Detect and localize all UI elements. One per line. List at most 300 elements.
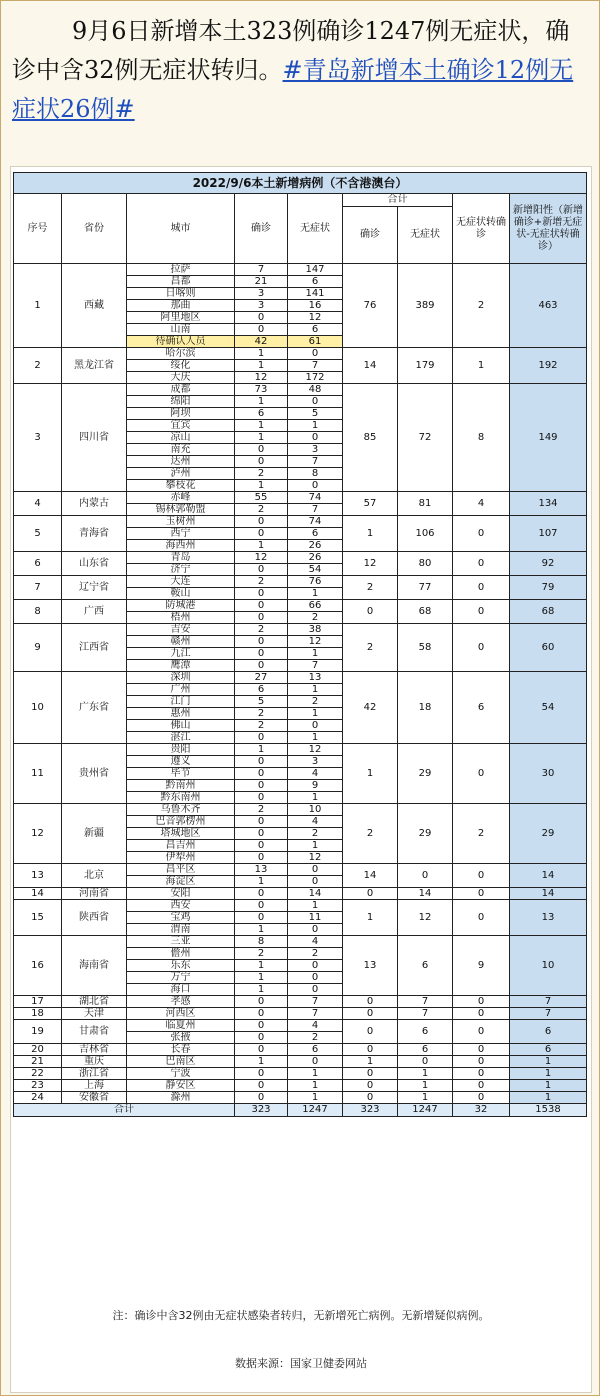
converted-cell: 0 [453, 1092, 510, 1104]
confirmed-cell: 0 [235, 828, 288, 840]
confirmed-cell: 2 [235, 624, 288, 636]
confirmed-cell: 3 [235, 288, 288, 300]
asymptomatic-cell: 1 [288, 900, 343, 912]
total-asymptomatic-cell: 7 [398, 1008, 453, 1020]
city-cell: 锡林郭勒盟 [127, 504, 235, 516]
converted-cell: 0 [453, 1044, 510, 1056]
city-cell: 绥化 [127, 360, 235, 372]
seq-cell: 15 [14, 900, 62, 936]
confirmed-cell: 1 [235, 396, 288, 408]
city-cell: 西宁 [127, 528, 235, 540]
city-cell: 三亚 [127, 936, 235, 948]
header-converted: 无症状转确诊 [453, 194, 510, 264]
city-cell: 塔城地区 [127, 828, 235, 840]
confirmed-cell: 73 [235, 384, 288, 396]
city-cell: 绵阳 [127, 396, 235, 408]
confirmed-cell: 1 [235, 984, 288, 996]
table-row [14, 516, 587, 528]
new-positive-cell: 1 [510, 1068, 587, 1080]
table-row [14, 576, 587, 588]
seq-cell: 12 [14, 804, 62, 864]
confirmed-cell: 0 [235, 780, 288, 792]
city-cell: 孝感 [127, 996, 235, 1008]
province-cell: 西藏 [62, 264, 127, 348]
table-row [14, 552, 587, 564]
asymptomatic-cell: 1 [288, 1068, 343, 1080]
table-row [14, 1008, 587, 1020]
total-confirmed-cell: 0 [343, 600, 398, 624]
province-cell: 北京 [62, 864, 127, 888]
asymptomatic-cell: 10 [288, 804, 343, 816]
converted-cell: 8 [453, 384, 510, 492]
asymptomatic-cell: 4 [288, 1020, 343, 1032]
confirmed-cell: 0 [235, 324, 288, 336]
city-cell: 伊犁州 [127, 852, 235, 864]
new-positive-cell: 107 [510, 516, 587, 552]
province-cell: 天津 [62, 1008, 127, 1020]
seq-cell: 20 [14, 1044, 62, 1056]
total-confirmed-cell: 2 [343, 576, 398, 600]
stats-table [13, 172, 587, 1117]
asymptomatic-cell: 1 [288, 1092, 343, 1104]
asymptomatic-cell: 6 [288, 324, 343, 336]
asymptomatic-cell: 16 [288, 300, 343, 312]
confirmed-cell: 0 [235, 636, 288, 648]
total-row [14, 1104, 587, 1117]
header-total-confirmed: 确诊 [343, 207, 398, 264]
province-cell: 广西 [62, 600, 127, 624]
total-asymptomatic-cell: 29 [398, 804, 453, 864]
table-row [14, 1068, 587, 1080]
asymptomatic-cell: 26 [288, 540, 343, 552]
confirmed-cell: 1 [235, 744, 288, 756]
total-confirmed-cell: 42 [343, 672, 398, 744]
city-cell: 毕节 [127, 768, 235, 780]
total-asymptomatic-cell: 1 [398, 1092, 453, 1104]
asymptomatic-cell: 6 [288, 1044, 343, 1056]
seq-cell: 19 [14, 1020, 62, 1044]
province-cell: 上海 [62, 1080, 127, 1092]
province-cell: 辽宁省 [62, 576, 127, 600]
converted-cell: 0 [453, 1008, 510, 1020]
asymptomatic-cell: 7 [288, 456, 343, 468]
confirmed-cell: 0 [235, 816, 288, 828]
confirmed-cell: 2 [235, 720, 288, 732]
city-cell: 宁波 [127, 1068, 235, 1080]
converted-cell: 0 [453, 552, 510, 576]
total-asymptomatic-cell: 58 [398, 624, 453, 672]
confirmed-cell: 12 [235, 552, 288, 564]
city-cell: 巴音郭楞州 [127, 816, 235, 828]
total-asymptomatic-cell: 179 [398, 348, 453, 384]
confirmed-cell: 0 [235, 996, 288, 1008]
converted-cell: 0 [453, 900, 510, 936]
confirmed-cell: 0 [235, 588, 288, 600]
city-cell: 海口 [127, 984, 235, 996]
asymptomatic-cell: 12 [288, 744, 343, 756]
confirmed-cell: 1 [235, 420, 288, 432]
city-cell: 广州 [127, 684, 235, 696]
confirmed-cell: 7 [235, 264, 288, 276]
converted-cell: 0 [453, 600, 510, 624]
asymptomatic-cell: 147 [288, 264, 343, 276]
table-row [14, 804, 587, 816]
confirmed-cell: 5 [235, 696, 288, 708]
total-confirmed-cell: 76 [343, 264, 398, 348]
confirmed-cell: 0 [235, 600, 288, 612]
asymptomatic-cell: 141 [288, 288, 343, 300]
confirmed-cell: 6 [235, 408, 288, 420]
total-confirmed-cell: 57 [343, 492, 398, 516]
new-positive-cell: 134 [510, 492, 587, 516]
asymptomatic-cell: 12 [288, 852, 343, 864]
asymptomatic-cell: 14 [288, 888, 343, 900]
new-positive-cell: 6 [510, 1044, 587, 1056]
asymptomatic-cell: 7 [288, 504, 343, 516]
asymptomatic-cell: 7 [288, 1008, 343, 1020]
asymptomatic-cell: 0 [288, 960, 343, 972]
header-total-asymptomatic: 无症状 [398, 207, 453, 264]
confirmed-cell: 1 [235, 960, 288, 972]
asymptomatic-cell: 0 [288, 396, 343, 408]
province-cell: 甘肃省 [62, 1020, 127, 1044]
converted-cell: 0 [453, 1080, 510, 1092]
header-confirmed: 确诊 [235, 194, 288, 264]
asymptomatic-cell: 48 [288, 384, 343, 396]
province-cell: 黑龙江省 [62, 348, 127, 384]
province-cell: 海南省 [62, 936, 127, 996]
asymptomatic-cell: 0 [288, 1056, 343, 1068]
confirmed-cell: 1 [235, 924, 288, 936]
new-positive-cell: 149 [510, 384, 587, 492]
confirmed-cell: 1 [235, 972, 288, 984]
total-sum-asymptomatic: 1247 [398, 1104, 453, 1117]
asymptomatic-cell: 1 [288, 792, 343, 804]
confirmed-cell: 0 [235, 648, 288, 660]
city-cell: 攀枝花 [127, 480, 235, 492]
table-row [14, 1044, 587, 1056]
confirmed-cell: 2 [235, 948, 288, 960]
city-cell: 江门 [127, 696, 235, 708]
total-sum-confirmed: 323 [343, 1104, 398, 1117]
city-cell: 乐东 [127, 960, 235, 972]
city-cell: 防城港 [127, 600, 235, 612]
seq-cell: 24 [14, 1092, 62, 1104]
new-positive-cell: 30 [510, 744, 587, 804]
table-row [14, 348, 587, 360]
confirmed-cell: 0 [235, 732, 288, 744]
total-asymptomatic-cell: 12 [398, 900, 453, 936]
asymptomatic-cell: 0 [288, 876, 343, 888]
converted-cell: 0 [453, 1020, 510, 1044]
confirmed-cell: 1 [235, 348, 288, 360]
table-row [14, 492, 587, 504]
new-positive-cell: 1 [510, 1080, 587, 1092]
confirmed-cell: 1 [235, 360, 288, 372]
confirmed-cell: 0 [235, 1080, 288, 1092]
city-cell: 惠州 [127, 708, 235, 720]
seq-cell: 9 [14, 624, 62, 672]
confirmed-cell: 2 [235, 708, 288, 720]
total-confirmed-cell: 0 [343, 888, 398, 900]
city-cell: 九江 [127, 648, 235, 660]
city-cell: 日喀则 [127, 288, 235, 300]
total-asymptomatic-cell: 0 [398, 1056, 453, 1068]
hashtag-link[interactable]: #青岛新增本土确诊12例无症状26例# [12, 56, 574, 123]
asymptomatic-cell: 1 [288, 420, 343, 432]
province-cell: 青海省 [62, 516, 127, 552]
city-cell: 河西区 [127, 1008, 235, 1020]
city-cell: 静安区 [127, 1080, 235, 1092]
new-positive-cell: 7 [510, 996, 587, 1008]
header-asymptomatic: 无症状 [288, 194, 343, 264]
confirmed-cell: 0 [235, 768, 288, 780]
confirmed-cell: 0 [235, 912, 288, 924]
asymptomatic-cell: 9 [288, 780, 343, 792]
city-cell: 巴南区 [127, 1056, 235, 1068]
confirmed-cell: 0 [235, 1020, 288, 1032]
confirmed-cell: 1 [235, 540, 288, 552]
table-note: 注：确诊中含32例由无症状感染者转归，无新增死亡病例。无新增疑似病例。 [112, 1309, 490, 1322]
city-cell: 湛江 [127, 732, 235, 744]
asymptomatic-cell: 0 [288, 432, 343, 444]
confirmed-cell: 55 [235, 492, 288, 504]
seq-cell: 1 [14, 264, 62, 348]
confirmed-cell: 1 [235, 1056, 288, 1068]
converted-cell: 6 [453, 672, 510, 744]
city-cell: 昌吉州 [127, 840, 235, 852]
confirmed-cell: 0 [235, 1008, 288, 1020]
converted-cell: 2 [453, 264, 510, 348]
total-confirmed-cell: 14 [343, 348, 398, 384]
city-cell: 海西州 [127, 540, 235, 552]
total-asymptomatic-cell: 81 [398, 492, 453, 516]
total-confirmed-cell: 0 [343, 1008, 398, 1020]
asymptomatic-cell: 0 [288, 924, 343, 936]
table-row [14, 672, 587, 684]
asymptomatic-cell: 4 [288, 768, 343, 780]
total-asymptomatic-cell: 68 [398, 600, 453, 624]
city-cell: 济宁 [127, 564, 235, 576]
province-cell: 新疆 [62, 804, 127, 864]
total-confirmed: 323 [235, 1104, 288, 1117]
city-cell: 长春 [127, 1044, 235, 1056]
confirmed-cell: 0 [235, 756, 288, 768]
converted-cell: 0 [453, 576, 510, 600]
total-asymptomatic-cell: 6 [398, 1020, 453, 1044]
seq-cell: 17 [14, 996, 62, 1008]
asymptomatic-cell: 5 [288, 408, 343, 420]
confirmed-cell: 0 [235, 888, 288, 900]
total-confirmed-cell: 2 [343, 804, 398, 864]
asymptomatic-cell: 1 [288, 1080, 343, 1092]
total-asymptomatic-cell: 29 [398, 744, 453, 804]
asymptomatic-cell: 6 [288, 276, 343, 288]
confirmed-cell: 27 [235, 672, 288, 684]
asymptomatic-cell: 61 [288, 336, 343, 348]
confirmed-cell: 2 [235, 576, 288, 588]
total-asymptomatic-cell: 6 [398, 1044, 453, 1056]
seq-cell: 21 [14, 1056, 62, 1068]
province-cell: 山东省 [62, 552, 127, 576]
asymptomatic-cell: 1 [288, 732, 343, 744]
asymptomatic-cell: 172 [288, 372, 343, 384]
table-title: 2022/9/6本土新增病例（不含港澳台） [14, 173, 587, 194]
total-confirmed-cell: 1 [343, 516, 398, 552]
converted-cell: 0 [453, 888, 510, 900]
seq-cell: 18 [14, 1008, 62, 1020]
table-row [14, 384, 587, 396]
asymptomatic-cell: 12 [288, 312, 343, 324]
city-cell: 赣州 [127, 636, 235, 648]
city-cell: 滁州 [127, 1092, 235, 1104]
seq-cell: 10 [14, 672, 62, 744]
asymptomatic-cell: 1 [288, 840, 343, 852]
total-confirmed-cell: 1 [343, 900, 398, 936]
confirmed-cell: 42 [235, 336, 288, 348]
city-cell: 大庆 [127, 372, 235, 384]
table-row [14, 624, 587, 636]
total-asymptomatic-cell: 80 [398, 552, 453, 576]
city-cell: 哈尔滨 [127, 348, 235, 360]
city-cell: 鹰潭 [127, 660, 235, 672]
seq-cell: 11 [14, 744, 62, 804]
confirmed-cell: 13 [235, 864, 288, 876]
asymptomatic-cell: 13 [288, 672, 343, 684]
asymptomatic-cell: 0 [288, 972, 343, 984]
province-cell: 陕西省 [62, 900, 127, 936]
asymptomatic-cell: 2 [288, 828, 343, 840]
table-row [14, 600, 587, 612]
confirmed-cell: 0 [235, 444, 288, 456]
total-converted: 32 [453, 1104, 510, 1117]
asymptomatic-cell: 26 [288, 552, 343, 564]
total-confirmed-cell: 0 [343, 1020, 398, 1044]
seq-cell: 6 [14, 552, 62, 576]
total-asymptomatic-cell: 0 [398, 864, 453, 888]
city-cell: 赤峰 [127, 492, 235, 504]
asymptomatic-cell: 4 [288, 936, 343, 948]
confirmed-cell: 0 [235, 660, 288, 672]
converted-cell: 0 [453, 996, 510, 1008]
province-cell: 湖北省 [62, 996, 127, 1008]
confirmed-cell: 2 [235, 504, 288, 516]
new-positive-cell: 1 [510, 1092, 587, 1104]
table-row [14, 1080, 587, 1092]
table-row [14, 888, 587, 900]
city-cell: 渭南 [127, 924, 235, 936]
header-city: 城市 [127, 194, 235, 264]
province-cell: 河南省 [62, 888, 127, 900]
converted-cell: 4 [453, 492, 510, 516]
confirmed-cell: 0 [235, 1044, 288, 1056]
confirmed-cell: 0 [235, 840, 288, 852]
asymptomatic-cell: 1 [288, 648, 343, 660]
city-cell: 昌平区 [127, 864, 235, 876]
city-cell: 吉安 [127, 624, 235, 636]
asymptomatic-cell: 74 [288, 492, 343, 504]
header-province: 省份 [62, 194, 127, 264]
city-cell: 西安 [127, 900, 235, 912]
city-cell: 青岛 [127, 552, 235, 564]
asymptomatic-cell: 3 [288, 756, 343, 768]
asymptomatic-cell: 6 [288, 528, 343, 540]
total-confirmed-cell: 0 [343, 1080, 398, 1092]
seq-cell: 5 [14, 516, 62, 552]
asymptomatic-cell: 1 [288, 684, 343, 696]
total-asymptomatic-cell: 6 [398, 936, 453, 996]
asymptomatic-cell: 2 [288, 696, 343, 708]
headline [12, 12, 590, 129]
table-row [14, 864, 587, 876]
asymptomatic-cell: 54 [288, 564, 343, 576]
confirmed-cell: 2 [235, 804, 288, 816]
confirmed-cell: 0 [235, 1032, 288, 1044]
converted-cell: 2 [453, 804, 510, 864]
asymptomatic-cell: 1 [288, 588, 343, 600]
converted-cell: 9 [453, 936, 510, 996]
new-positive-cell: 13 [510, 900, 587, 936]
asymptomatic-cell: 2 [288, 948, 343, 960]
city-cell: 贵阳 [127, 744, 235, 756]
converted-cell: 0 [453, 516, 510, 552]
city-cell: 成都 [127, 384, 235, 396]
confirmed-cell: 1 [235, 876, 288, 888]
asymptomatic-cell: 7 [288, 660, 343, 672]
total-confirmed-cell: 1 [343, 1056, 398, 1068]
table-row [14, 900, 587, 912]
city-cell: 海淀区 [127, 876, 235, 888]
total-asymptomatic-cell: 77 [398, 576, 453, 600]
total-confirmed-cell: 1 [343, 744, 398, 804]
confirmed-cell: 2 [235, 468, 288, 480]
asymptomatic-cell: 1 [288, 708, 343, 720]
table-body [14, 264, 587, 1104]
city-cell: 儋州 [127, 948, 235, 960]
table-row [14, 936, 587, 948]
seq-cell: 4 [14, 492, 62, 516]
asymptomatic-cell: 76 [288, 576, 343, 588]
confirmed-cell: 0 [235, 612, 288, 624]
table-row [14, 1092, 587, 1104]
confirmed-cell: 3 [235, 300, 288, 312]
seq-cell: 3 [14, 384, 62, 492]
city-cell: 山南 [127, 324, 235, 336]
confirmed-cell: 0 [235, 456, 288, 468]
data-source: 数据来源：国家卫健委网站 [235, 1357, 367, 1370]
city-cell: 南充 [127, 444, 235, 456]
total-confirmed-cell: 85 [343, 384, 398, 492]
city-cell: 阿里地区 [127, 312, 235, 324]
province-cell: 广东省 [62, 672, 127, 744]
city-cell: 乌鲁木齐 [127, 804, 235, 816]
stats-card [10, 166, 592, 1393]
province-cell: 四川省 [62, 384, 127, 492]
confirmed-cell: 0 [235, 1092, 288, 1104]
city-cell: 佛山 [127, 720, 235, 732]
table-row [14, 1020, 587, 1032]
total-asymptomatic-cell: 1 [398, 1068, 453, 1080]
total-asymptomatic-cell: 1 [398, 1080, 453, 1092]
total-confirmed-cell: 13 [343, 936, 398, 996]
header-new-positive: 新增阳性（新增确诊+新增无症状-无症状转确诊） [510, 194, 587, 264]
city-cell: 玉树州 [127, 516, 235, 528]
new-positive-cell: 6 [510, 1020, 587, 1044]
converted-cell: 1 [453, 348, 510, 384]
header-total-group: 合计 [343, 194, 453, 207]
total-confirmed-cell: 0 [343, 996, 398, 1008]
total-asymptomatic-cell: 389 [398, 264, 453, 348]
